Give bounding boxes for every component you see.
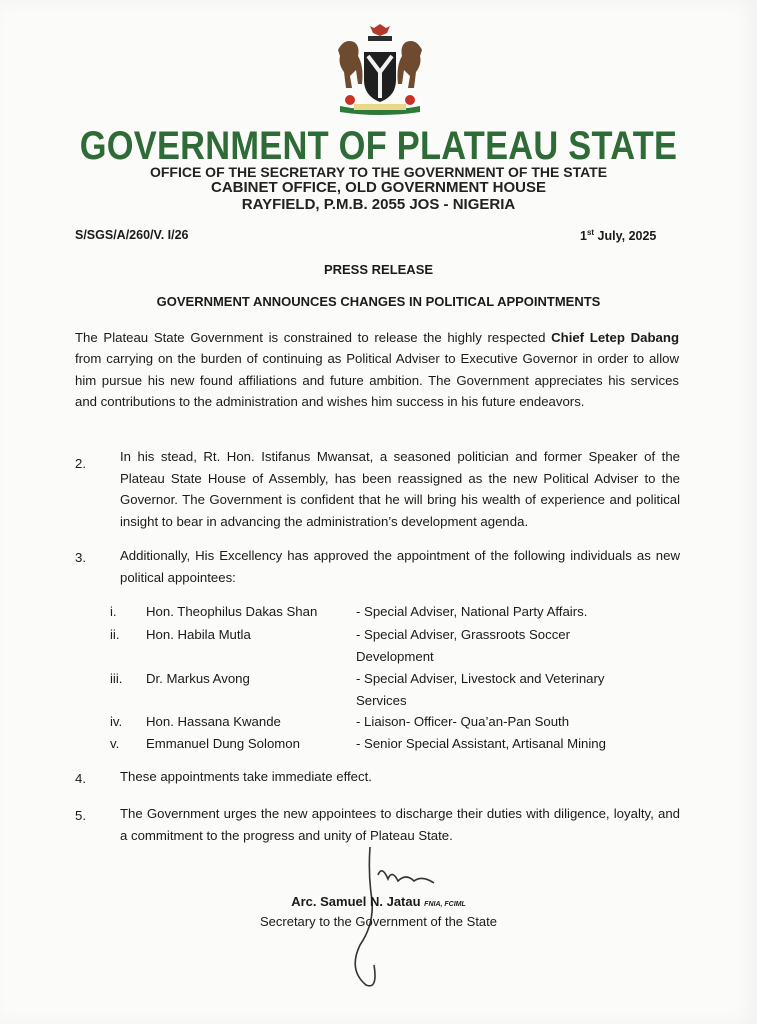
appointee-role: - Special Adviser, National Party Affairs. — [356, 604, 588, 619]
paragraph-1 — [75, 327, 679, 412]
paragraph-2-number: 2. — [75, 456, 86, 471]
signatory-name — [0, 894, 757, 909]
paragraph-1-end: from carrying on the burden of continuing as Political Adviser to Executive Governor in order to allow him pursue his new found affiliations and future ambition. The Government appreciates his services and contributions to the administration and wishes him success in his future endeavors. — [75, 351, 679, 409]
coat-of-arms-icon — [330, 22, 430, 116]
document-type: PRESS RELEASE — [323, 262, 434, 277]
headline: GOVERNMENT ANNOUNCES CHANGES IN POLITICAL APPOINTMENTS — [156, 294, 601, 309]
appointee-roman: iii. — [110, 671, 123, 686]
appointee-name: Dr. Markus Avong — [146, 671, 250, 686]
appointee-name: Hon. Habila Mutla — [146, 627, 251, 642]
appointee-role: - Special Adviser, Grassroots Soccer Development — [356, 627, 571, 664]
signatory-name-text: Arc. Samuel N. Jatau — [291, 894, 421, 909]
appointee-name: Hon. Hassana Kwande — [146, 714, 281, 729]
appointee-name: Hon. Theophilus Dakas Shan — [146, 604, 318, 619]
appointee-roman: i. — [110, 604, 117, 619]
appointee-name: Emmanuel Dung Solomon — [146, 736, 300, 751]
paragraph-2: In his stead, Rt. Hon. Istifanus Mwansat, a seasoned politician and former Speaker of the Plateau State House of Assembly, has been reassigned as the new Political Adviser to the Governor. The Government is confident that he will bring his wealth of experience and political insight to bear in advancing the administration’s development agenda. — [120, 449, 680, 529]
address-line-2: RAYFIELD, P.M.B. 2055 JOS - NIGERIA — [241, 196, 516, 213]
date-rest: July, 2025 — [594, 229, 657, 244]
paragraph-1-name: Chief Letep Dabang — [551, 330, 679, 345]
reference-number: S/SGS/A/260/V. I/26 — [75, 228, 189, 242]
appointee-role: - Senior Special Assistant, Artisanal Mining — [356, 736, 606, 751]
appointee-roman: v. — [110, 736, 120, 751]
paragraph-4-number: 4. — [75, 771, 86, 786]
signatory-title: Secretary to the Government of the State — [259, 914, 497, 929]
appointee-role: - Special Adviser, Livestock and Veterinary Services — [356, 671, 605, 708]
paragraph-1-start: The Plateau State Government is constrained to release the highly respected — [75, 330, 552, 345]
appointee-roman: ii. — [110, 627, 120, 642]
government-title: GOVERNMENT OF PLATEAU STATE — [79, 124, 678, 168]
signatory-post-nominals: FNIA, FCIML — [424, 901, 466, 908]
appointee-roman: iv. — [110, 714, 123, 729]
paragraph-5: The Government urges the new appointees to discharge their duties with diligence, loyalty, and a commitment to the progress and unity of Plateau State. — [120, 806, 680, 843]
address-line-1: CABINET OFFICE, OLD GOVERNMENT HOUSE — [210, 179, 546, 196]
paragraph-4: These appointments take immediate effect. — [120, 769, 372, 784]
paragraph-5-number: 5. — [75, 808, 86, 823]
appointee-role: - Liaison- Officer- Qua’an-Pan South — [356, 714, 570, 729]
paragraph-3-number: 3. — [75, 550, 86, 565]
office-line: OFFICE OF THE SECRETARY TO THE GOVERNMENT OF THE STATE — [149, 164, 608, 180]
date-day: 1 — [580, 229, 587, 244]
date — [580, 228, 656, 243]
paragraph-3: Additionally, His Excellency has approved the appointment of the following individuals as new political appointees: — [120, 548, 680, 585]
date-suffix: st — [586, 228, 595, 237]
